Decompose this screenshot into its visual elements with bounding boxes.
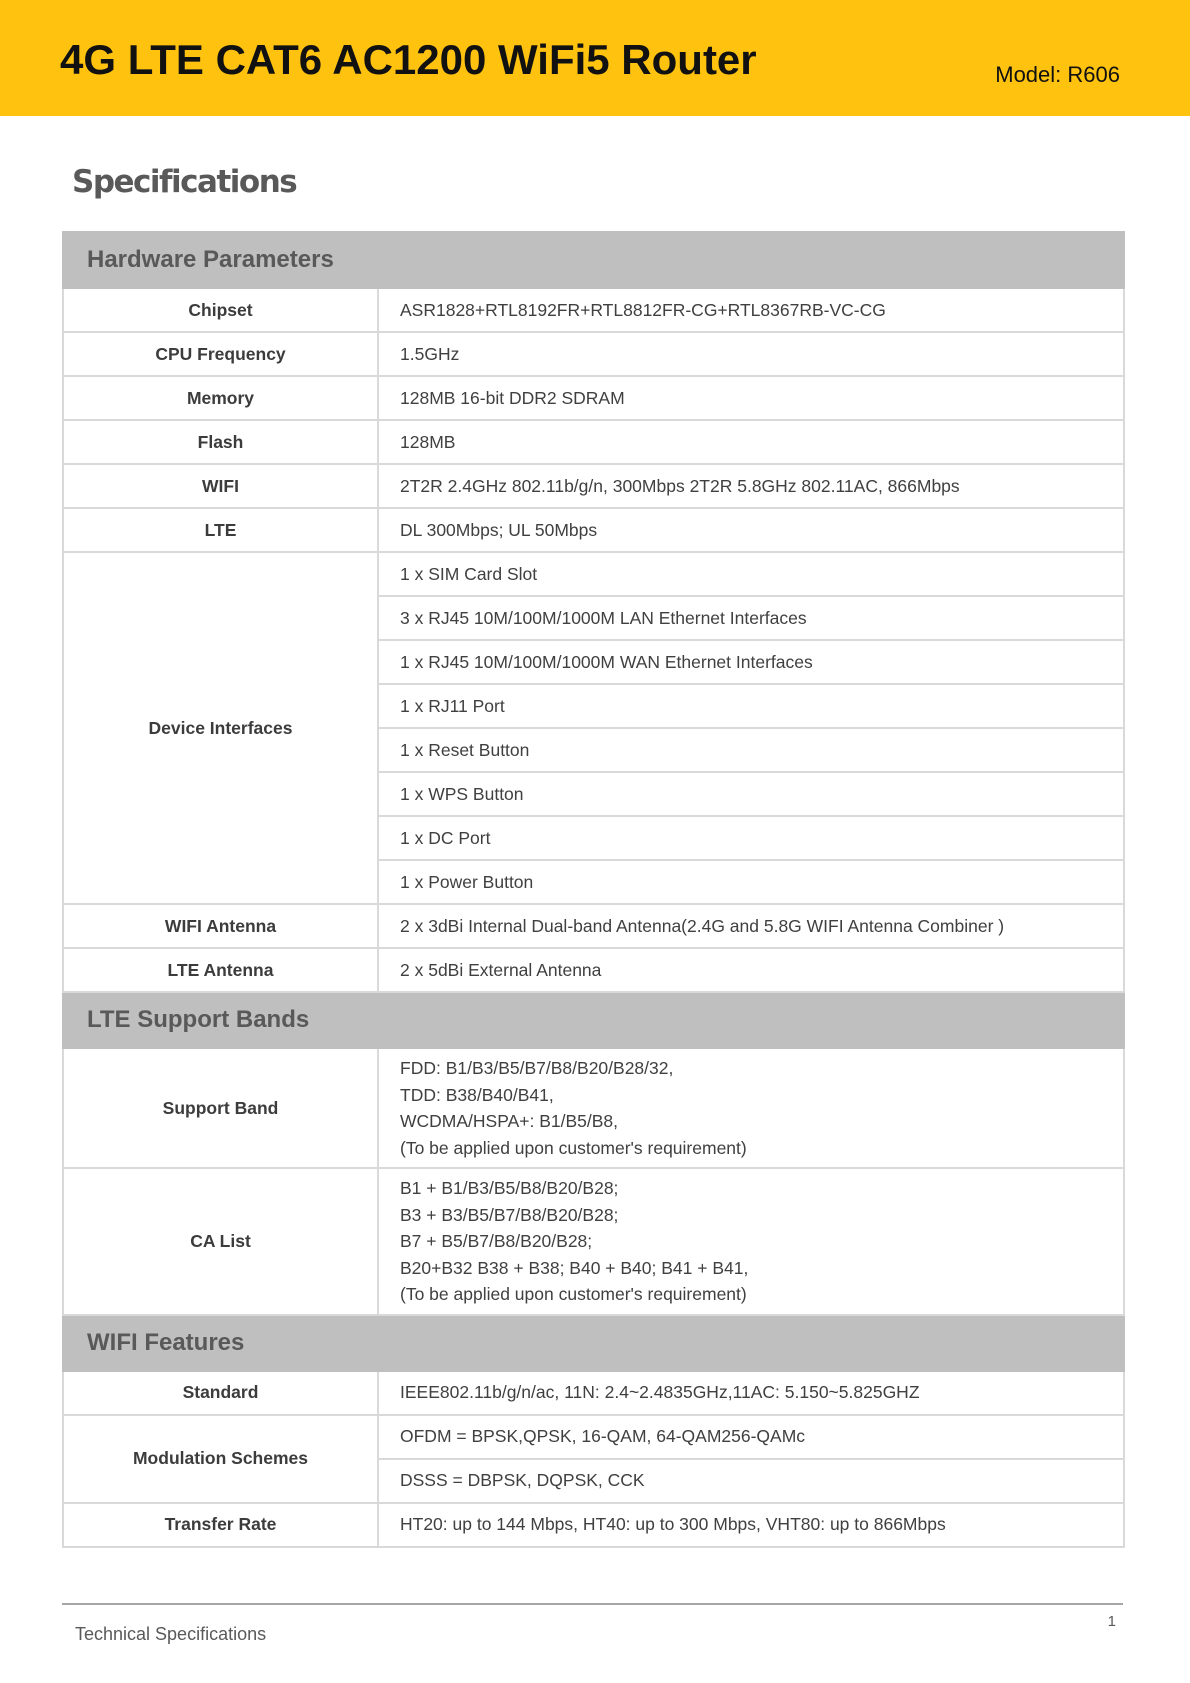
row-label: Device Interfaces — [63, 552, 378, 904]
row-label: WIFI Antenna — [63, 904, 378, 948]
table-row — [63, 1168, 1124, 1315]
row-label: LTE — [63, 508, 378, 552]
row-value: 2 x 5dBi External Antenna — [378, 948, 1124, 992]
row-label: LTE Antenna — [63, 948, 378, 992]
band-line: TDD: B38/B40/B41, — [400, 1084, 554, 1105]
table-row — [63, 288, 1124, 332]
row-value: 2T2R 2.4GHz 802.11b/g/n, 300Mbps 2T2R 5.8GHz 802.11AC, 866Mbps — [378, 464, 1124, 508]
row-value: 2 x 3dBi Internal Dual-band Antenna(2.4G and 5.8G WIFI Antenna Combiner ) — [378, 904, 1124, 948]
row-label: Flash — [63, 420, 378, 464]
section-title: Hardware Parameters — [63, 232, 1124, 288]
document-title: 4G LTE CAT6 AC1200 WiFi5 Router — [60, 36, 757, 83]
ca-line: B7 + B5/B7/B8/B20/B28; — [400, 1231, 593, 1251]
row-label: CPU Frequency — [63, 332, 378, 376]
specifications-table — [62, 231, 1125, 1548]
table-row — [63, 1371, 1124, 1415]
section-hardware-parameters — [63, 232, 1124, 288]
row-label: Modulation Schemes — [63, 1415, 378, 1503]
row-label: WIFI — [63, 464, 378, 508]
ca-line: B20+B32 B38 + B38; B40 + B40; B41 + B41, — [400, 1257, 749, 1278]
row-value: 1 x DC Port — [378, 816, 1124, 860]
section-title: WIFI Features — [63, 1315, 1124, 1371]
ca-line: (To be applied upon customer's requirement) — [400, 1284, 747, 1304]
table-row — [63, 376, 1124, 420]
row-value: IEEE802.11b/g/n/ac, 11N: 2.4~2.4835GHz,11AC: 5.150~5.825GHZ — [378, 1371, 1124, 1415]
page-number: 1 — [1107, 1613, 1116, 1630]
band-line: (To be applied upon customer's requirement) — [400, 1137, 747, 1158]
row-label: Transfer Rate — [63, 1503, 378, 1547]
row-value: 128MB — [378, 420, 1124, 464]
band-line: FDD: B1/B3/B5/B7/B8/B20/B28/32, — [400, 1058, 674, 1078]
ca-line: B3 + B3/B5/B7/B8/B20/B28; — [400, 1204, 619, 1225]
row-label: CA List — [63, 1168, 378, 1315]
row-value: 1 x SIM Card Slot — [378, 552, 1124, 596]
row-value: 1 x Reset Button — [378, 728, 1124, 772]
page-title: Specifications — [72, 164, 297, 200]
table-row — [63, 420, 1124, 464]
row-value: 1.5GHz — [378, 332, 1124, 376]
row-label: Memory — [63, 376, 378, 420]
row-label: Chipset — [63, 288, 378, 332]
row-value: 3 x RJ45 10M/100M/1000M LAN Ethernet Interfaces — [378, 596, 1124, 640]
row-label: Support Band — [63, 1048, 378, 1168]
row-value: OFDM = BPSK,QPSK, 16-QAM, 64-QAM256-QAMc — [378, 1415, 1124, 1459]
table-row — [63, 1503, 1124, 1547]
table-row — [63, 552, 1124, 596]
row-value: ASR1828+RTL8192FR+RTL8812FR-CG+RTL8367RB-VC-CG — [378, 288, 1124, 332]
row-value — [378, 1048, 1124, 1168]
table-row — [63, 948, 1124, 992]
row-value: 1 x Power Button — [378, 860, 1124, 904]
table-row — [63, 332, 1124, 376]
section-wifi-features — [63, 1315, 1124, 1371]
row-value: 1 x WPS Button — [378, 772, 1124, 816]
row-value: DSSS = DBPSK, DQPSK, CCK — [378, 1459, 1124, 1503]
table-row — [63, 508, 1124, 552]
row-value: 128MB 16-bit DDR2 SDRAM — [378, 376, 1124, 420]
row-value: 1 x RJ45 10M/100M/1000M WAN Ethernet Interfaces — [378, 640, 1124, 684]
section-lte-support-bands — [63, 992, 1124, 1048]
band-line: WCDMA/HSPA+: B1/B5/B8, — [400, 1111, 619, 1131]
table-row — [63, 904, 1124, 948]
model-label: Model: R606 — [995, 62, 1120, 87]
section-title: LTE Support Bands — [63, 992, 1124, 1048]
footer-divider — [62, 1603, 1123, 1605]
ca-line: B1 + B1/B3/B5/B8/B20/B28; — [400, 1178, 619, 1198]
row-label: Standard — [63, 1371, 378, 1415]
row-value: 1 x RJ11 Port — [378, 684, 1124, 728]
row-value — [378, 1168, 1124, 1315]
table-row — [63, 1048, 1124, 1168]
row-value: HT20: up to 144 Mbps, HT40: up to 300 Mbps, VHT80: up to 866Mbps — [378, 1503, 1124, 1547]
table-row — [63, 1415, 1124, 1459]
footer-label: Technical Specifications — [75, 1624, 267, 1644]
header-banner — [0, 0, 1190, 116]
row-value: DL 300Mbps; UL 50Mbps — [378, 508, 1124, 552]
table-row — [63, 464, 1124, 508]
